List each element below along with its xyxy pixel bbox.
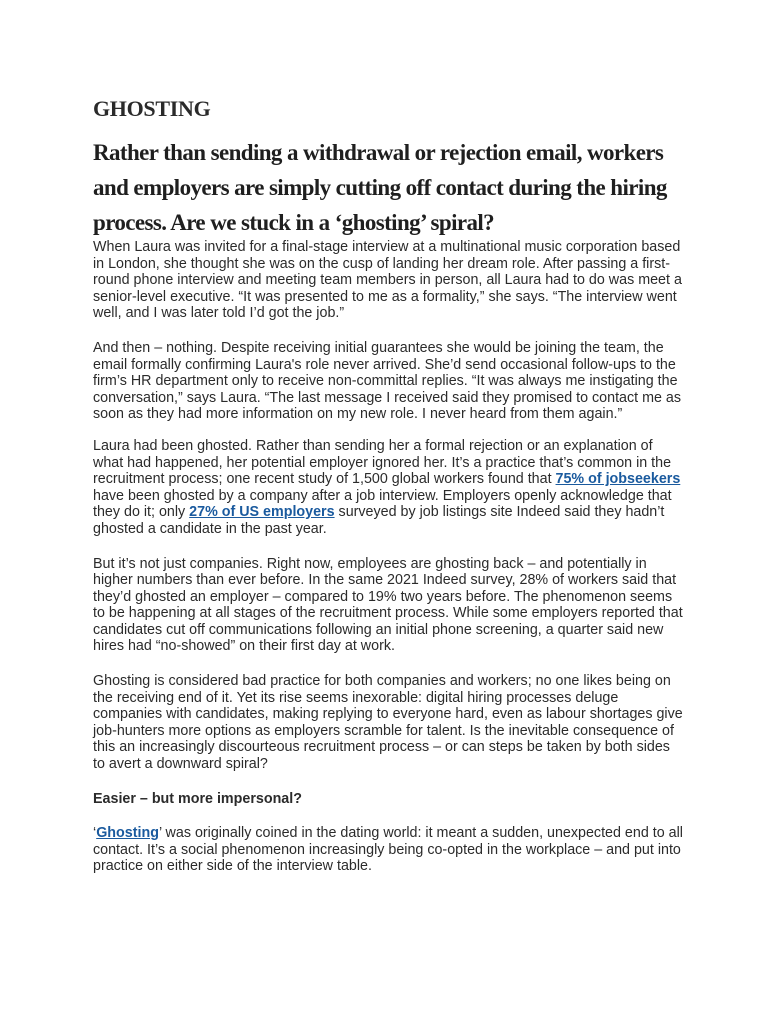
paragraph-6-quote-open: ‘ — [93, 825, 97, 842]
link-75-percent-jobseekers[interactable]: 75% of jobseekers — [555, 471, 681, 488]
paragraph-4: But it’s not just companies. Right now, employees are ghosting back – and potentially in higher numbers than ever before. In the same 2021 Indeed survey, 28% of workers said that they’d ghosted an employer – compared to 19% two years before. The phenomenon seems to be happening at all stages of the recruitment process. While some employers reported that candidates cut off communications following an initial phone screening, a quarter said new hires had “no-showed” on their first day at work. — [93, 555, 683, 655]
article-standfirst: Rather than sending a withdrawal or rejection email, workers and employers are simply cutting off contact during the hiring process. Are we stuck in a ‘ghosting’ spiral? — [93, 140, 667, 235]
paragraph-6-text: ’ was originally coined in the dating world: it meant a sudden, unexpected end to all contact. It’s a social phenomenon increasingly being co-opted in the workplace – and put into practice on either side of the interview table. — [93, 825, 683, 875]
link-27-percent-us-employers[interactable]: 27% of US employers — [189, 504, 335, 521]
paragraph-3 — [93, 438, 683, 538]
article-body — [93, 239, 683, 893]
section-kicker: GHOSTING — [93, 96, 211, 121]
paragraph-1: When Laura was invited for a final-stage interview at a multinational music corporation based in London, she thought she was on the cusp of landing her dream role. After passing a first-round phone interview and meeting team members in person, all Laura had to do was meet a senior-level executive. “It was presented to me as a formality,” she says. “The interview went well, and I was later told I’d got the job.” — [93, 239, 682, 322]
paragraph-3-text-c: surveyed by job listings site Indeed said they hadn’t ghosted a candidate in the past year. — [93, 504, 665, 537]
paragraph-3-text-a: Laura had been ghosted. Rather than sending her a formal rejection or an explanation of what had happened, her potential employer ignored her. It’s a practice that’s common in the recruitment process; one recent study of 1,500 global workers found that — [93, 437, 672, 488]
link-ghosting[interactable]: Ghosting — [96, 825, 159, 842]
subheading: Easier – but more impersonal? — [93, 790, 302, 807]
paragraph-6 — [93, 825, 683, 875]
paragraph-2: And then – nothing. Despite receiving initial guarantees she would be joining the team, the email formally confirming Laura's role never arrived. She’d send occasional follow-ups to the firm’s HR department only to receive non-committal replies. “It was always me instigating the conversation,” says Laura. “The last message I received said they promised to contact me as soon as they had more information on my new role. I never heard from them again.” — [93, 339, 682, 423]
paragraph-3-text-b: have been ghosted by a company after a job interview. Employers openly acknowledge that they do it; only — [93, 487, 672, 521]
paragraph-5: Ghosting is considered bad practice for both companies and workers; no one likes being on the receiving end of it. Yet its rise seems inexorable: digital hiring processes deluge companies with candidates, making replying to everyone hard, even as labour shortages give job-hunters more options as employers scramble for talent. Is the inevitable consequence of this an increasingly discourteous recruitment process – or can steps be taken by both sides to avert a downward spiral? — [93, 673, 683, 773]
